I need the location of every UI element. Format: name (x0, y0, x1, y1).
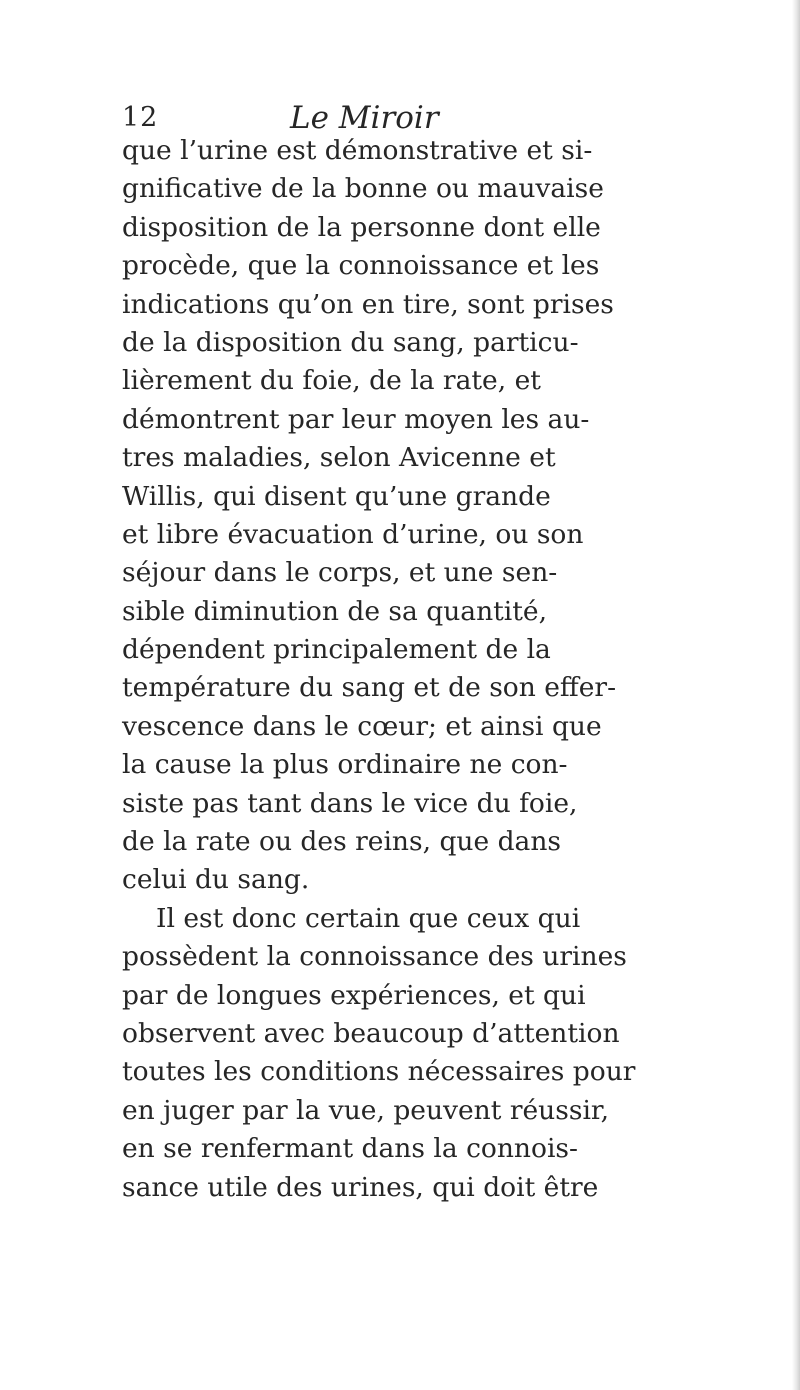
text-line: observent avec beaucoup d’attention (122, 1017, 620, 1049)
text-line: et libre évacuation d’urine, ou son (122, 518, 584, 550)
paragraph-start-line: Il est donc certain que ceux qui (156, 902, 581, 934)
text-line: de la rate ou des reins, que dans (122, 826, 562, 858)
text-line: que l’urine est démonstrative et si- (122, 135, 593, 166)
text-line: celui du sang. (122, 864, 310, 896)
running-title: Le Miroir (290, 100, 439, 136)
text-line: en juger par la vue, peuvent réussir, (122, 1094, 610, 1126)
page-edge (792, 0, 800, 1390)
page-number: 12 (122, 102, 159, 133)
text-line: possèdent la connoissance des urines (122, 941, 627, 973)
text-line: sible diminution de sa quantité, (122, 595, 548, 627)
text-line: indications qu’on en tire, sont prises (122, 288, 614, 320)
text-line: en se renfermant dans la connois- (122, 1133, 578, 1165)
text-line: démontrent par leur moyen les au- (122, 403, 590, 435)
text-line: séjour dans le corps, et une sen- (122, 557, 558, 589)
text-line: température du sang et de son effer- (122, 672, 617, 704)
text-line: de la disposition du sang, particu- (122, 326, 579, 358)
text-line: lièrement du foie, de la rate, et (122, 365, 541, 397)
text-line: vescence dans le cœur; et ainsi que (122, 710, 602, 742)
text-line: procède, que la connoissance et les (122, 250, 600, 282)
text-line: la cause la plus ordinaire ne con- (122, 749, 568, 781)
text-line: Willis, qui disent qu’une grande (122, 480, 551, 512)
text-line: par de longues expériences, et qui (122, 979, 586, 1011)
text-line: dépendent principalement de la (122, 634, 551, 666)
body-text (122, 132, 712, 1207)
text-line: toutes les conditions nécessaires pour (122, 1056, 636, 1088)
text-line: gnificative de la bonne ou mauvaise (122, 173, 604, 205)
text-line: siste pas tant dans le vice du foie, (122, 787, 578, 819)
text-line: sance utile des urines, qui doit être (122, 1171, 599, 1203)
text-line: tres maladies, selon Avicenne et (122, 442, 556, 474)
text-line: disposition de la personne dont elle (122, 211, 601, 243)
